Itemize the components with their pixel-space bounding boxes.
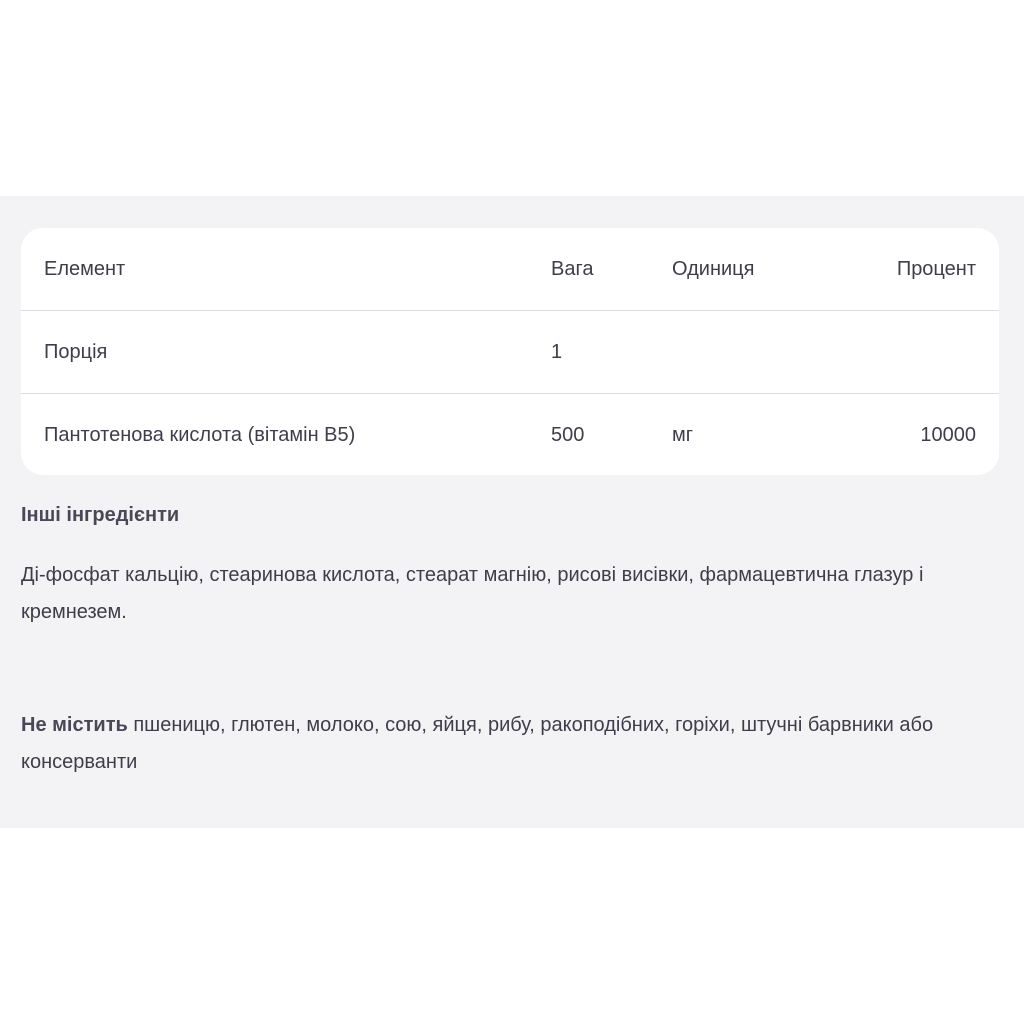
row-percent-value: 10000 <box>920 424 976 446</box>
row-unit-value: мг <box>672 424 694 446</box>
table-row <box>21 311 999 394</box>
column-header-weight: Вага <box>551 258 594 280</box>
column-header-element: Елемент <box>44 258 126 280</box>
column-header-unit: Одиниця <box>672 258 755 280</box>
free-from-lead: Не містить <box>21 714 128 736</box>
row-element-name: Пантотенова кислота (вітамін B5) <box>44 424 356 446</box>
free-from-text: пшеницю, глютен, молоко, сою, яйця, рибу, ракоподібних, горіхи, штучні барвники або консерванти <box>21 714 934 773</box>
free-from-statement <box>21 707 996 781</box>
other-ingredients-text: Ді-фосфат кальцію, стеаринова кислота, стеарат магнію, рисові висівки, фармацевтична глазур і кремнезем. <box>21 564 924 623</box>
table-row <box>21 394 999 475</box>
column-header-percent: Процент <box>896 258 976 280</box>
other-ingredients-heading: Інші інгредієнти <box>21 504 180 526</box>
row-weight-value: 1 <box>551 341 563 363</box>
row-element-name: Порція <box>44 341 108 363</box>
supplement-facts-panel <box>0 196 1024 828</box>
table-header-row <box>21 228 999 311</box>
row-weight-value: 500 <box>551 424 585 446</box>
nutrition-table <box>21 228 999 475</box>
